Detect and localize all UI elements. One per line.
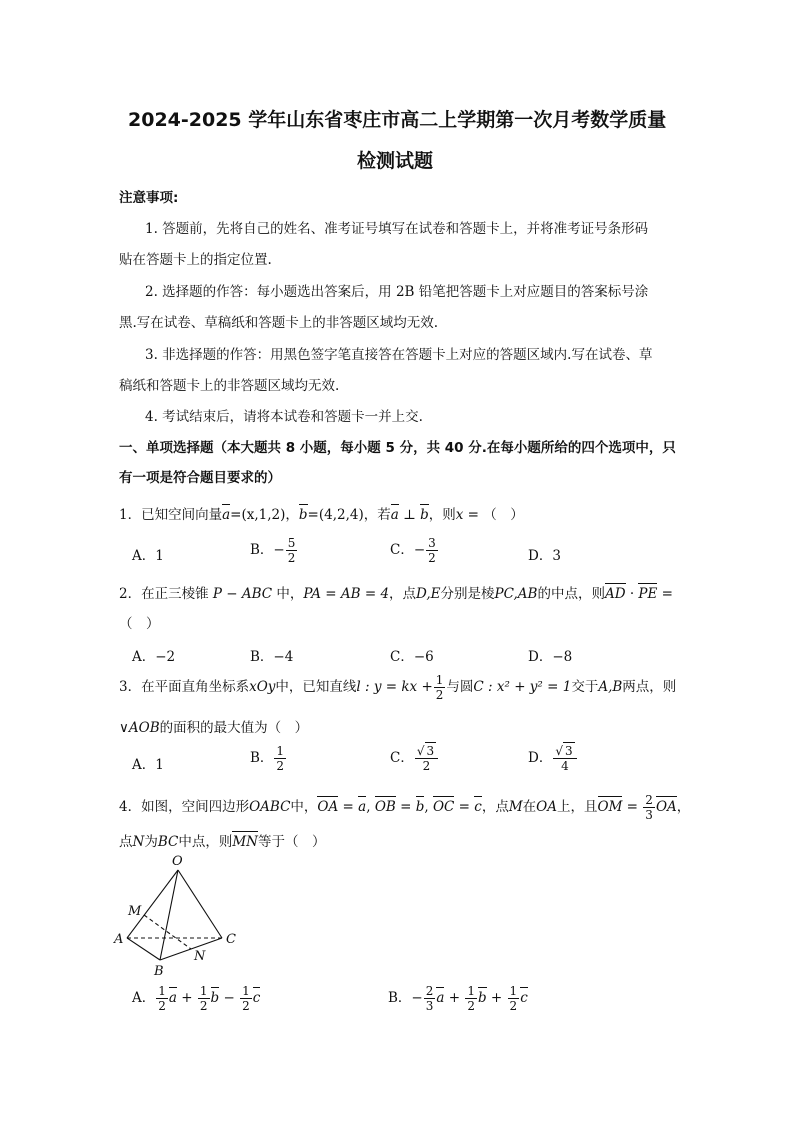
notice-2b: 黑.写在试卷、草稿纸和答题卡上的非答题区域均无效. [119,315,439,331]
q2-option-c: C．−6 [390,649,434,665]
q1-option-b: B．− $\frac{5}{2}$ [250,536,296,565]
vector-a-perp: a [390,507,399,523]
q1-text-1: 1．已知空间向量 [119,507,223,523]
q2-option-a: A．−2 [132,649,176,665]
vector-b: b [298,507,308,523]
label-c: C [226,932,236,947]
notice-header: 注意事项: [119,190,179,206]
question-4-stem-line-2: 点N为BC中点，则MN等于（ ） [119,834,326,850]
notice-1b: 贴在答题卡上的指定位置. [119,252,272,268]
var-x: x [455,507,464,523]
notice-3a: 3. 非选择题的作答：用黑色签字笔直接答在答题卡上对应的答题区域内.写在试卷、草 [145,347,653,363]
q3-option-a: A．1 [132,757,164,773]
vector-a: a [222,507,231,523]
title-line-2: 检测试题 [357,150,434,172]
q1-option-c: C．− $\frac{3}{2}$ [390,536,436,565]
q1-text-5: （ ） [483,507,524,523]
label-o: O [172,854,183,869]
tetrahedron-figure [110,852,250,982]
q3-option-d: D． $\frac{√ 3}{4}$ [528,745,578,772]
q3-option-b: B． $\frac{1}{2}$ [250,744,285,773]
notice-2a: 2. 选择题的作答：每小题选出答案后，用 2B 铅笔把答题卡上对应题目的答案标号涂 [145,284,649,300]
vector-b-perp: b [420,507,429,523]
q1-text-4: ，则 [428,507,456,523]
q1-option-d: D．3 [528,548,561,564]
q1-text-3: =(4,2,4)，若 [307,507,391,523]
question-3-stem: 3．在平面直角坐标系xOy中，已知直线l : y = kx + $\frac{1}{2}$ 与圆C : x² + y² = 1交于A,B两点，则 [119,673,677,702]
notice-3b: 稿纸和答题卡上的非答题区域均无效. [119,378,340,394]
q1-text-2: =(x,1,2)， [230,507,299,523]
section-heading-line-1: 一、单项选择题（本大题共 8 小题，每小题 5 分，共 40 分.在每小题所给的四个选项中，只 [119,440,676,456]
question-4-stem: 4．如图，空间四边形OABC中，OA = a, OB = b, OC = c，点M在OA上，且OM = $\frac{2}{3}$ OA， [119,793,691,822]
q4-option-a: A． $\frac{1}{2}$ a + $\frac{1}{2}$ b − $\frac{1}{2}$ c [132,984,261,1013]
q3-option-c: C． $\frac{√ 3}{2}$ [390,745,439,772]
label-b: B [154,964,164,979]
label-n: N [194,949,206,964]
question-3-stem-line-2: ∨AOB的面积的最大值为（ ） [119,720,309,736]
question-1-stem: 1．已知空间向量a=(x,1,2)，b=(4,2,4)，若a ⊥ b，则x = （ ） [119,507,524,523]
notice-4: 4. 考试结束后，请将本试卷和答题卡一并上交. [145,409,423,425]
q4-option-b: B．− $\frac{2}{3}$ a + $\frac{1}{2}$ b + $\frac{1}{2}$ c [388,984,528,1013]
q2-option-d: D．−8 [528,649,573,665]
label-a: A [114,932,124,947]
vector-pe: PE [638,586,658,602]
vector-ad: AD [604,586,626,602]
section-heading-line-2: 有一项是符合题目要求的） [119,470,281,486]
q1-option-a: A．1 [132,548,164,564]
title-line-1: 2024-2025 学年山东省枣庄市高二上学期第一次月考数学质量 [128,109,667,131]
label-m: M [128,904,142,919]
notice-1a: 1. 答题前，先将自己的姓名、准考证号填写在试卷和答题卡上，并将准考证号条形码 [145,221,649,237]
question-2-stem: 2．在正三棱锥 P − ABC 中，PA = AB = 4，点D,E分别是棱PC,AB的中点，则AD · PE = [119,586,673,602]
q2-option-b: B．−4 [250,649,294,665]
q2-answer-paren: （ ） [119,616,160,632]
